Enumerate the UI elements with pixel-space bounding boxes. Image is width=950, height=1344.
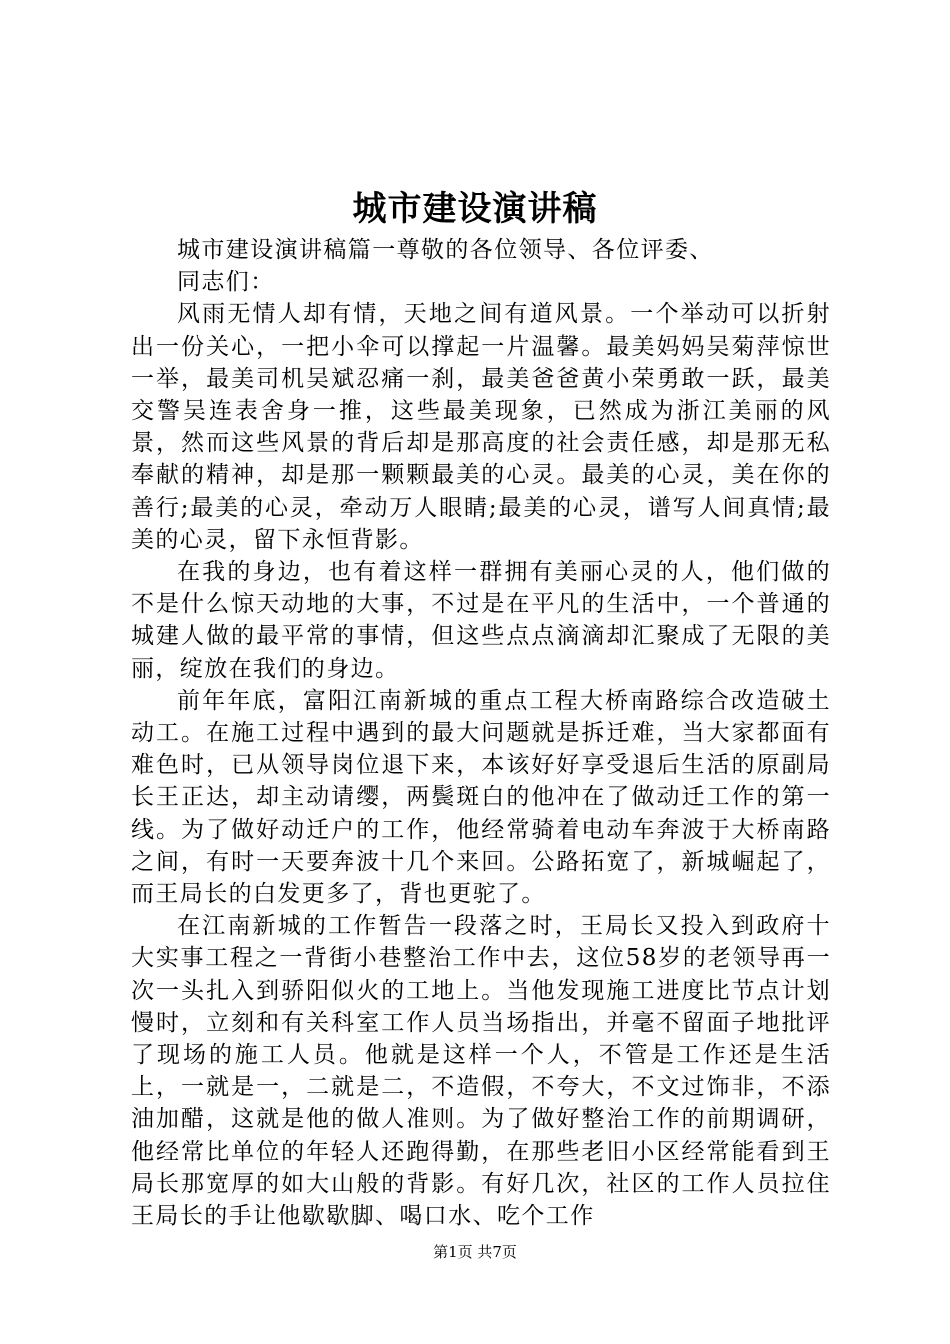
paragraph-2: 在我的身边，也有着这样一群拥有美丽心灵的人，他们做的不是什么惊天动地的大事，不过是在平凡的生活中，一个普通的城建人做的最平常的事情，但这些点点滴滴却汇聚成了无限的美丽，绽放在我们的身边。	[131, 559, 831, 682]
paragraph-1: 风雨无情人却有情，天地之间有道风景。一个举动可以折射出一份关心，一把小伞可以撑起一片温馨。最美妈妈吴菊萍惊世一举，最美司机吴斌忍痛一刹，最美爸爸黄小荣勇敢一跃，最美交警吴连表舍身一推，这些最美现象，已然成为浙江美丽的风景，然而这些风景的背后却是那高度的社会责任感，却是那无私奉献的精神，却是那一颗颗最美的心灵。最美的心灵，美在你的善行;最美的心灵，牵动万人眼睛;最美的心灵，谱写人间真情;最美的心灵，留下永恒背影。	[131, 301, 831, 553]
document-body	[131, 234, 831, 1232]
paragraph-4: 在江南新城的工作暂告一段落之时，王局长又投入到政府十大实事工程之一背街小巷整治工作中去，这位58岁的老领导再一次一头扎入到骄阳似火的工地上。当他发现施工进度比节点计划慢时，立刻和有关科室工作人员当场指出，并毫不留面子地批评了现场的施工人员。他就是这样一个人，不管是工作还是生活上，一就是一，二就是二，不造假，不夸大，不文过饰非，不添油加醋，这就是他的做人准则。为了做好整治工作的前期调研，他经常比单位的年轻人还跑得勤，在那些老旧小区经常能看到王局长那宽厚的如大山般的背影。有好几次，社区的工作人员拉住王局长的手让他歇歇脚、喝口水、吃个工作	[131, 913, 831, 1230]
page-number-footer: 第1页 共7页	[433, 1243, 517, 1261]
paragraph-opening: 城市建设演讲稿篇一尊敬的各位领导、各位评委、	[177, 237, 714, 263]
paragraph-salutation: 同志们：	[177, 269, 275, 296]
paragraph-3: 前年年底，富阳江南新城的重点工程大桥南路综合改造破土动工。在施工过程中遇到的最大问题就是拆迁难，当大家都面有难色时，已从领导岗位退下来，本该好好享受退后生活的原副局长王正达，却主动请缨，两鬓斑白的他冲在了做动迁工作的第一线。为了做好动迁户的工作，他经常骑着电动车奔波于大桥南路之间，有时一天要奔波十几个来回。公路拓宽了，新城崛起了，而王局长的白发更多了，背也更驼了。	[131, 687, 831, 908]
document-title: 城市建设演讲稿	[352, 189, 598, 229]
